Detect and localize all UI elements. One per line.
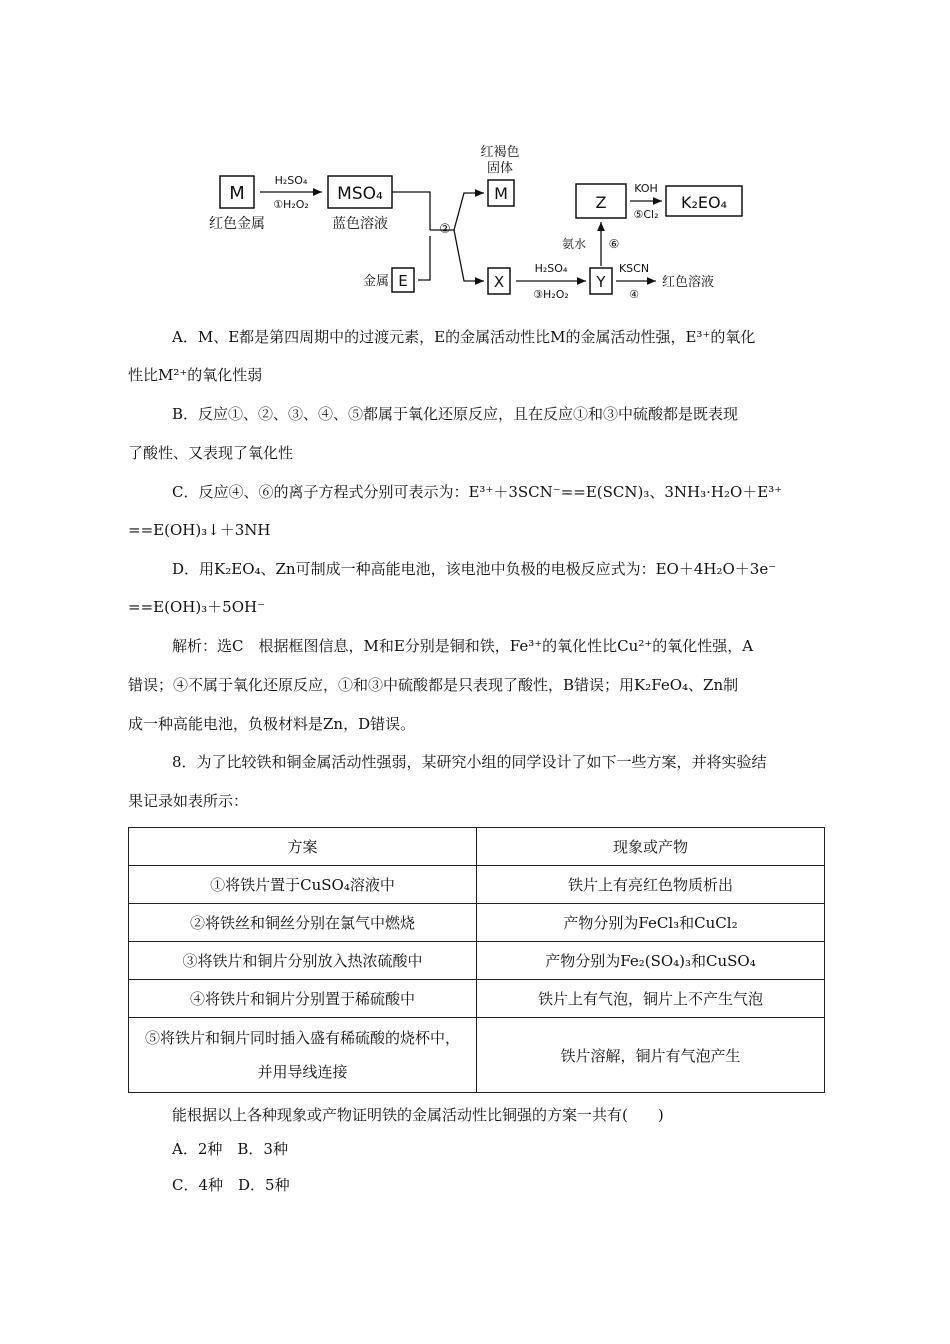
header-scheme: 方案 (129, 828, 477, 866)
analysis-line2: 错误；④不属于氧化还原反应，①和③中硫酸都是只表现了酸性，B错误；用K₂FeO₄、Zn制 (128, 676, 739, 694)
k2eo4-text: K₂EO₄ (680, 193, 728, 212)
scheme-cell: ①将铁片置于CuSO₄溶液中 (129, 866, 477, 904)
table-row (129, 942, 825, 980)
scheme-cell: ④将铁片和铜片分别置于稀硫酸中 (129, 980, 477, 1018)
option-b-line2: 了酸性、又表现了氧化性 (128, 444, 294, 462)
table-row (129, 866, 825, 904)
mso4-text: MSO₄ (337, 184, 383, 204)
option-d-line2: ==E(OH)₃＋5OH⁻ (128, 598, 266, 616)
branch-down (454, 230, 484, 281)
reaction-diagram (190, 118, 760, 308)
x-text: X (493, 273, 505, 291)
scheme-cell (129, 1018, 477, 1093)
mso4-label: 蓝色溶液 (332, 216, 388, 232)
m2-text: M (494, 184, 508, 203)
option-b-line1: B．反应①、②、③、④、⑤都属于氧化还原反应，且在反应①和③中硫酸都是既表现 (172, 405, 739, 423)
option-d-line1: D．用K₂EO₄、Zn可制成一种高能电池，该电池中负极的电极反应式为：EO＋4H₂O＋3e⁻ (172, 560, 777, 578)
q8-question: 能根据以上各种现象或产物证明铁的金属活动性比铜强的方案一共有( ) (172, 1106, 664, 1124)
q8-line1: 8．为了比较铁和铜金属活动性强弱，某研究小组的同学设计了如下一些方案，并将实验结 (172, 753, 767, 771)
option-a-line2: 性比M²⁺的氧化性弱 (128, 366, 263, 384)
red-solution-label: 红色溶液 (661, 275, 715, 290)
arrow3-bottom: ③H₂O₂ (533, 288, 569, 301)
result-cell: 铁片溶解，铜片有气泡产生 (477, 1018, 825, 1093)
result-cell: 产物分别为FeCl₃和CuCl₂ (477, 904, 825, 942)
scheme5-line1: ⑤将铁片和铜片同时插入盛有稀硫酸的烧杯中， (144, 1029, 460, 1047)
analysis-line3: 成一种高能电池，负极材料是Zn，D错误。 (128, 715, 416, 733)
e-text: E (398, 272, 408, 290)
option-c-line2: ==E(OH)₃↓＋3NH (128, 521, 271, 539)
y-text: Y (596, 273, 606, 291)
arrow6-label: 氨水 (561, 237, 587, 251)
arrow5-bottom: ⑤Cl₂ (633, 208, 659, 221)
table-row (129, 904, 825, 942)
experiment-table (128, 827, 825, 1093)
option-c-line1: C．反应④、⑥的离子方程式分别可表示为：E³⁺＋3SCN⁻==E(SCN)₃、3NH₃·H₂O＋E³⁺ (172, 483, 783, 501)
top-label-1: 红褐色 (480, 145, 520, 160)
m-text: M (229, 183, 245, 204)
q8-line2: 果记录如表所示： (128, 792, 249, 810)
m-label: 红色金属 (209, 216, 265, 232)
arrow1-top: H₂SO₄ (274, 174, 308, 187)
scheme5-line2: 并用导线连接 (257, 1063, 348, 1081)
flowchart-svg (190, 118, 760, 308)
connector-e (418, 236, 430, 280)
arrow1-bottom: ①H₂O₂ (273, 198, 309, 211)
result-cell: 铁片上有亮红色物质析出 (477, 866, 825, 904)
connector-mso4 (392, 192, 430, 230)
q8-options-ab: A．2种 B．3种 (172, 1140, 288, 1158)
arrow3-top: H₂SO₄ (534, 262, 568, 275)
e-label: 金属 (362, 274, 390, 289)
table-header-row (129, 828, 825, 866)
result-cell: 铁片上有气泡，铜片上不产生气泡 (477, 980, 825, 1018)
q8-options-cd: C．4种 D．5种 (172, 1176, 290, 1194)
top-label-2: 固体 (486, 161, 514, 176)
scheme-cell: ②将铁丝和铜丝分别在氯气中燃烧 (129, 904, 477, 942)
scheme-cell: ③将铁片和铜片分别放入热浓硫酸中 (129, 942, 477, 980)
branch-up (430, 193, 484, 230)
arrow4-top: KSCN (618, 262, 650, 275)
header-result: 现象或产物 (477, 828, 825, 866)
arrow5-top: KOH (634, 182, 658, 195)
option-a-line1: A．M、E都是第四周期中的过渡元素，E的金属活动性比M的金属活动性强，E³⁺的氧化 (172, 328, 756, 346)
arrow6-num: ⑥ (608, 237, 620, 251)
table-row (129, 1018, 825, 1093)
arrow4-bottom: ④ (629, 288, 639, 301)
step2-label: ② (439, 222, 451, 237)
analysis-line1: 解析：选C 根据框图信息，M和E分别是铜和铁，Fe³⁺的氧化性比Cu²⁺的氧化性强，A (172, 637, 754, 655)
z-text: Z (595, 193, 607, 212)
result-cell: 产物分别为Fe₂(SO₄)₃和CuSO₄ (477, 942, 825, 980)
table-row (129, 980, 825, 1018)
